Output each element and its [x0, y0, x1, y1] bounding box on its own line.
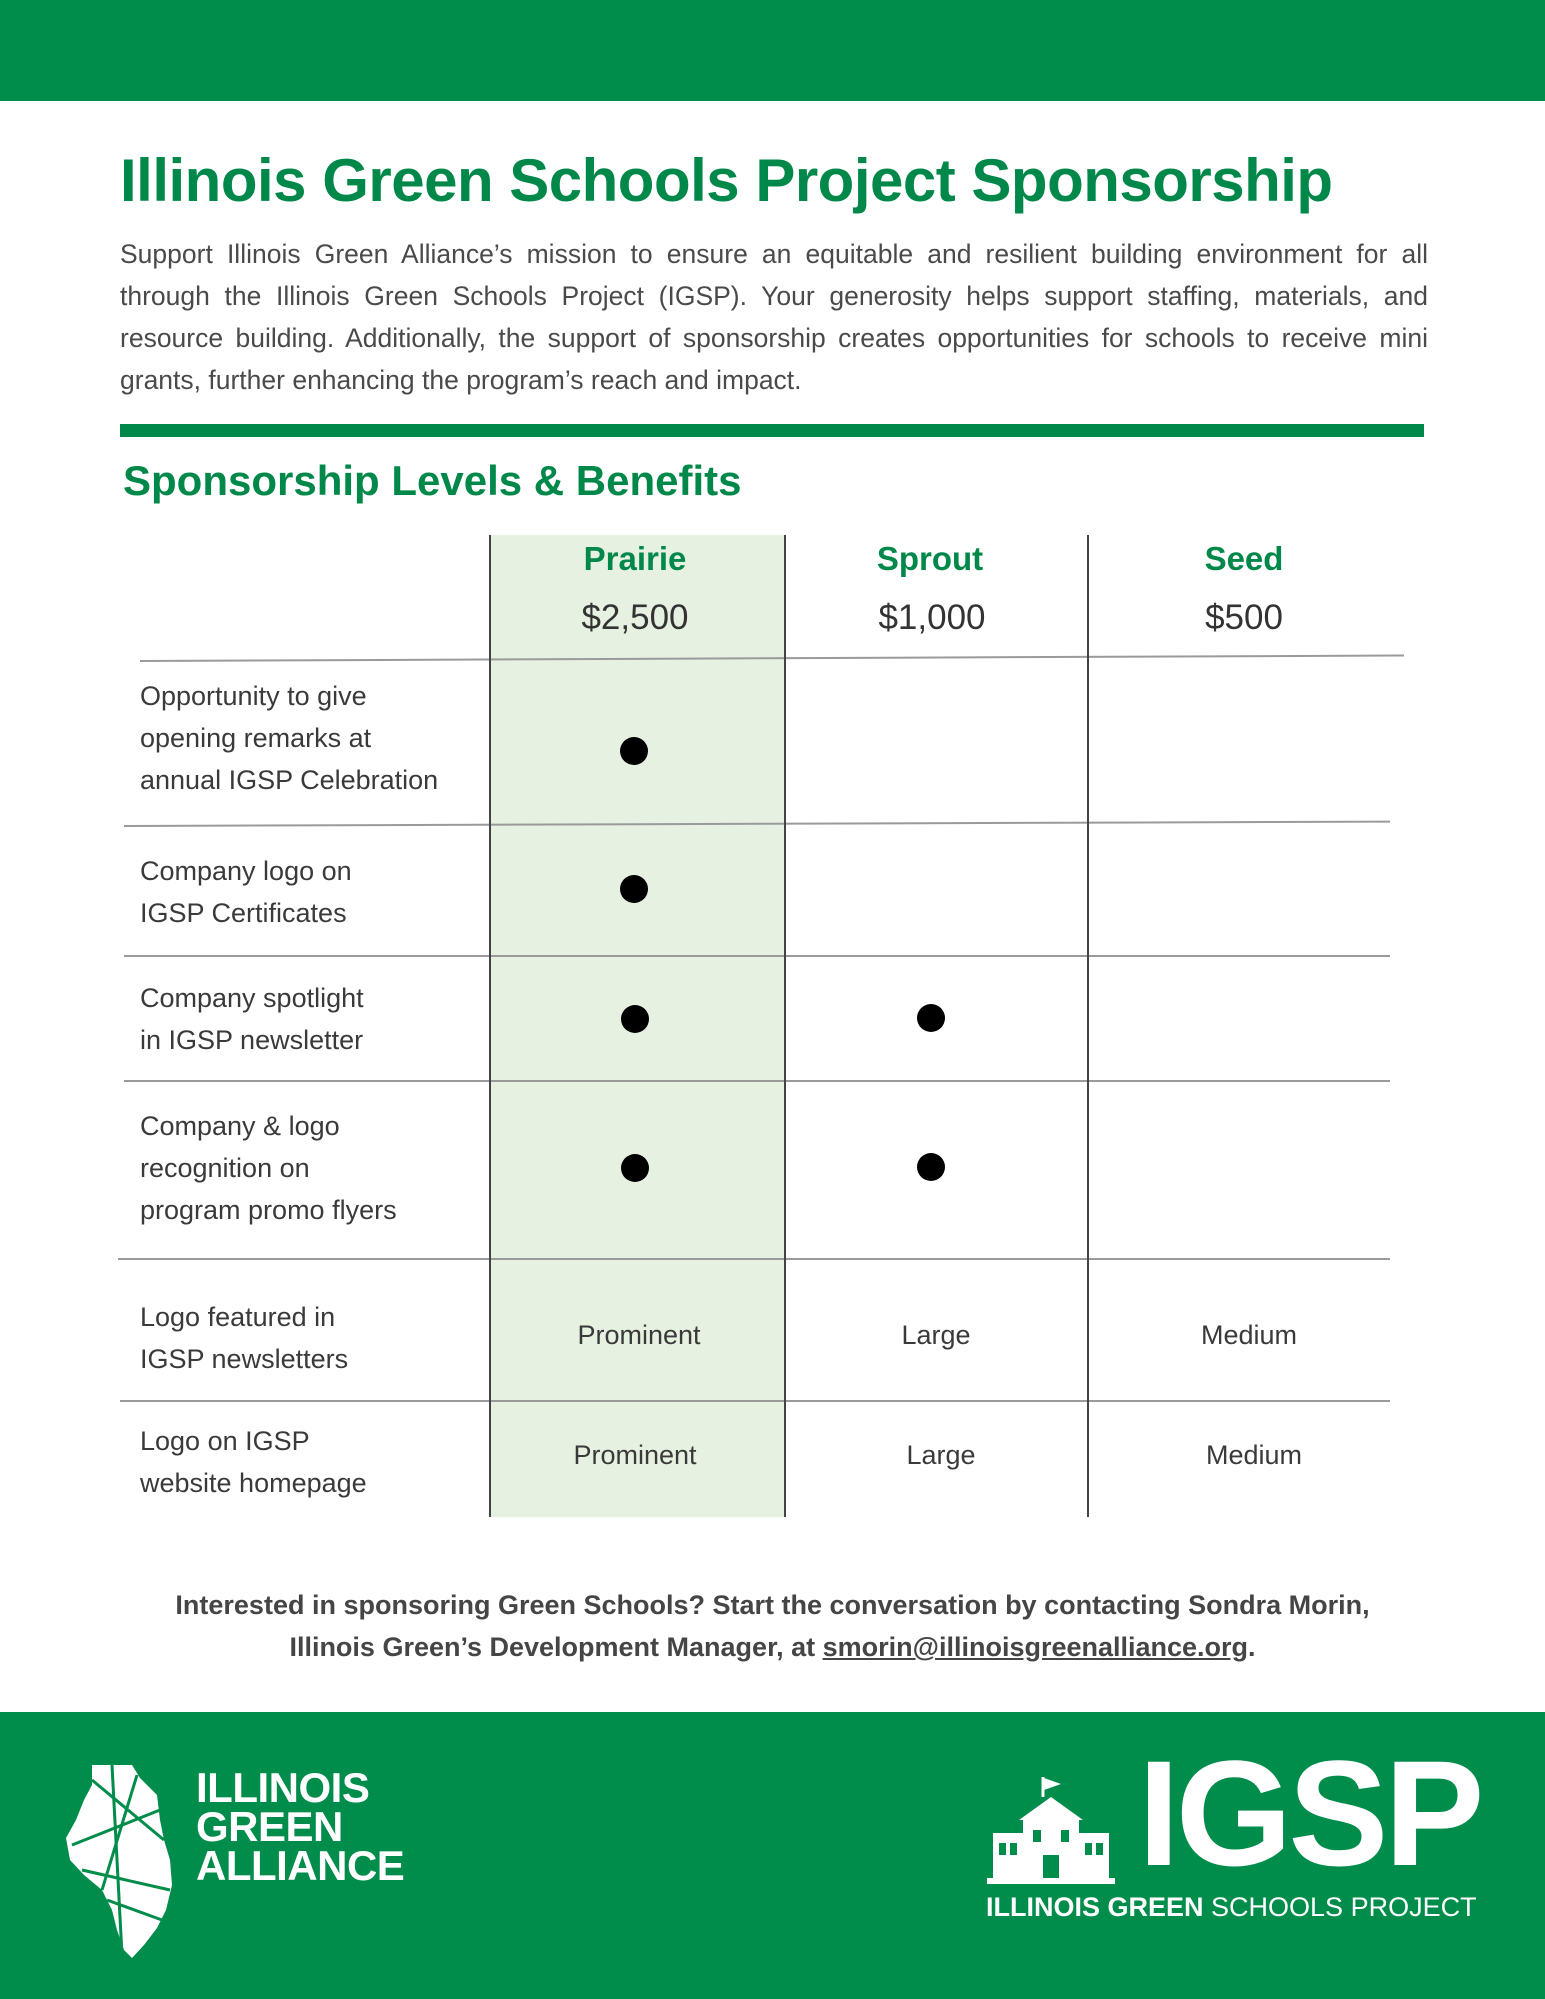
contact-email-link[interactable]: smorin@illinoisgreenalliance.org [822, 1632, 1249, 1662]
row-divider [120, 1400, 1390, 1402]
benefit-cell: Large [901, 1320, 971, 1350]
igsp-full-name: ILLINOIS GREEN SCHOOLS PROJECT [986, 1892, 1477, 1922]
section-title: Sponsorship Levels & Benefits [123, 457, 742, 504]
column-divider [1087, 535, 1089, 1517]
benefit-cell: Prominent [573, 1440, 697, 1470]
cta-line-2: Illinois Green’s Development Manager, at [289, 1632, 823, 1662]
benefit-label: Logo featured in IGSP newsletters [140, 1302, 349, 1374]
benefit-label: Company & logo recognition on program promo flyers [140, 1111, 397, 1225]
cta-line-1: Interested in sponsoring Green Schools? Start the conversation by contacting Sondra Morin, [175, 1590, 1370, 1620]
illinois-state-icon [62, 1760, 192, 1960]
benefit-label: Opportunity to give opening remarks at annual IGSP Celebration [140, 681, 439, 795]
intro-paragraph: Support Illinois Green Alliance’s mission to ensure an equitable and resilient building environment for all through the Illinois Green Schools Project (IGSP). Your generosity helps support staffing, materials, and resource building. Additionally, the support of sponsorship creates opportunities for schools to receive mini grants, further enhancing the program’s reach and impact. [120, 239, 1428, 395]
top-band [0, 0, 1545, 101]
row-divider [124, 1080, 1390, 1082]
column-divider [784, 535, 786, 1517]
page-title: Illinois Green Schools Project Sponsorship [120, 147, 1333, 214]
call-to-action: Interested in sponsoring Green Schools? Start the conversation by contacting Sondra Morin, Illinois Green’s Development Manager, at smorin@illinoisgreenalliance.org. [175, 1590, 1370, 1662]
row-divider [124, 955, 1390, 957]
section-divider [120, 424, 1424, 437]
included-dot [621, 1154, 649, 1182]
illinois-green-alliance-logo-text: ILLINOIS GREEN ALLIANCE [196, 1764, 405, 1889]
benefit-label: Logo on IGSP website homepage [140, 1426, 367, 1498]
benefit-cell: Medium [1200, 1320, 1298, 1350]
tier-seed-price: $500 [1205, 598, 1283, 637]
included-dot [620, 737, 648, 765]
included-dot [917, 1004, 945, 1032]
column-divider [489, 535, 491, 1517]
included-dot [621, 1005, 649, 1033]
tier-seed-name: Seed [1204, 540, 1284, 577]
tier-sprout-price: $1,000 [878, 598, 986, 637]
row-divider [118, 1258, 1390, 1260]
tier-prairie-name: Prairie [583, 540, 687, 577]
benefit-cell: Large [906, 1440, 976, 1470]
igsp-acronym: IGSP [1138, 1729, 1481, 1897]
benefit-cell: Medium [1205, 1440, 1303, 1470]
benefit-label: Company logo on IGSP Certificates [140, 856, 352, 928]
tier-prairie-price: $2,500 [581, 598, 689, 637]
tier-sprout-name: Sprout [876, 540, 984, 577]
benefit-cell: Prominent [577, 1320, 701, 1350]
included-dot [917, 1153, 945, 1181]
schoolhouse-icon [985, 1775, 1117, 1885]
included-dot [620, 875, 648, 903]
benefit-label: Company spotlight in IGSP newsletter [140, 983, 364, 1055]
